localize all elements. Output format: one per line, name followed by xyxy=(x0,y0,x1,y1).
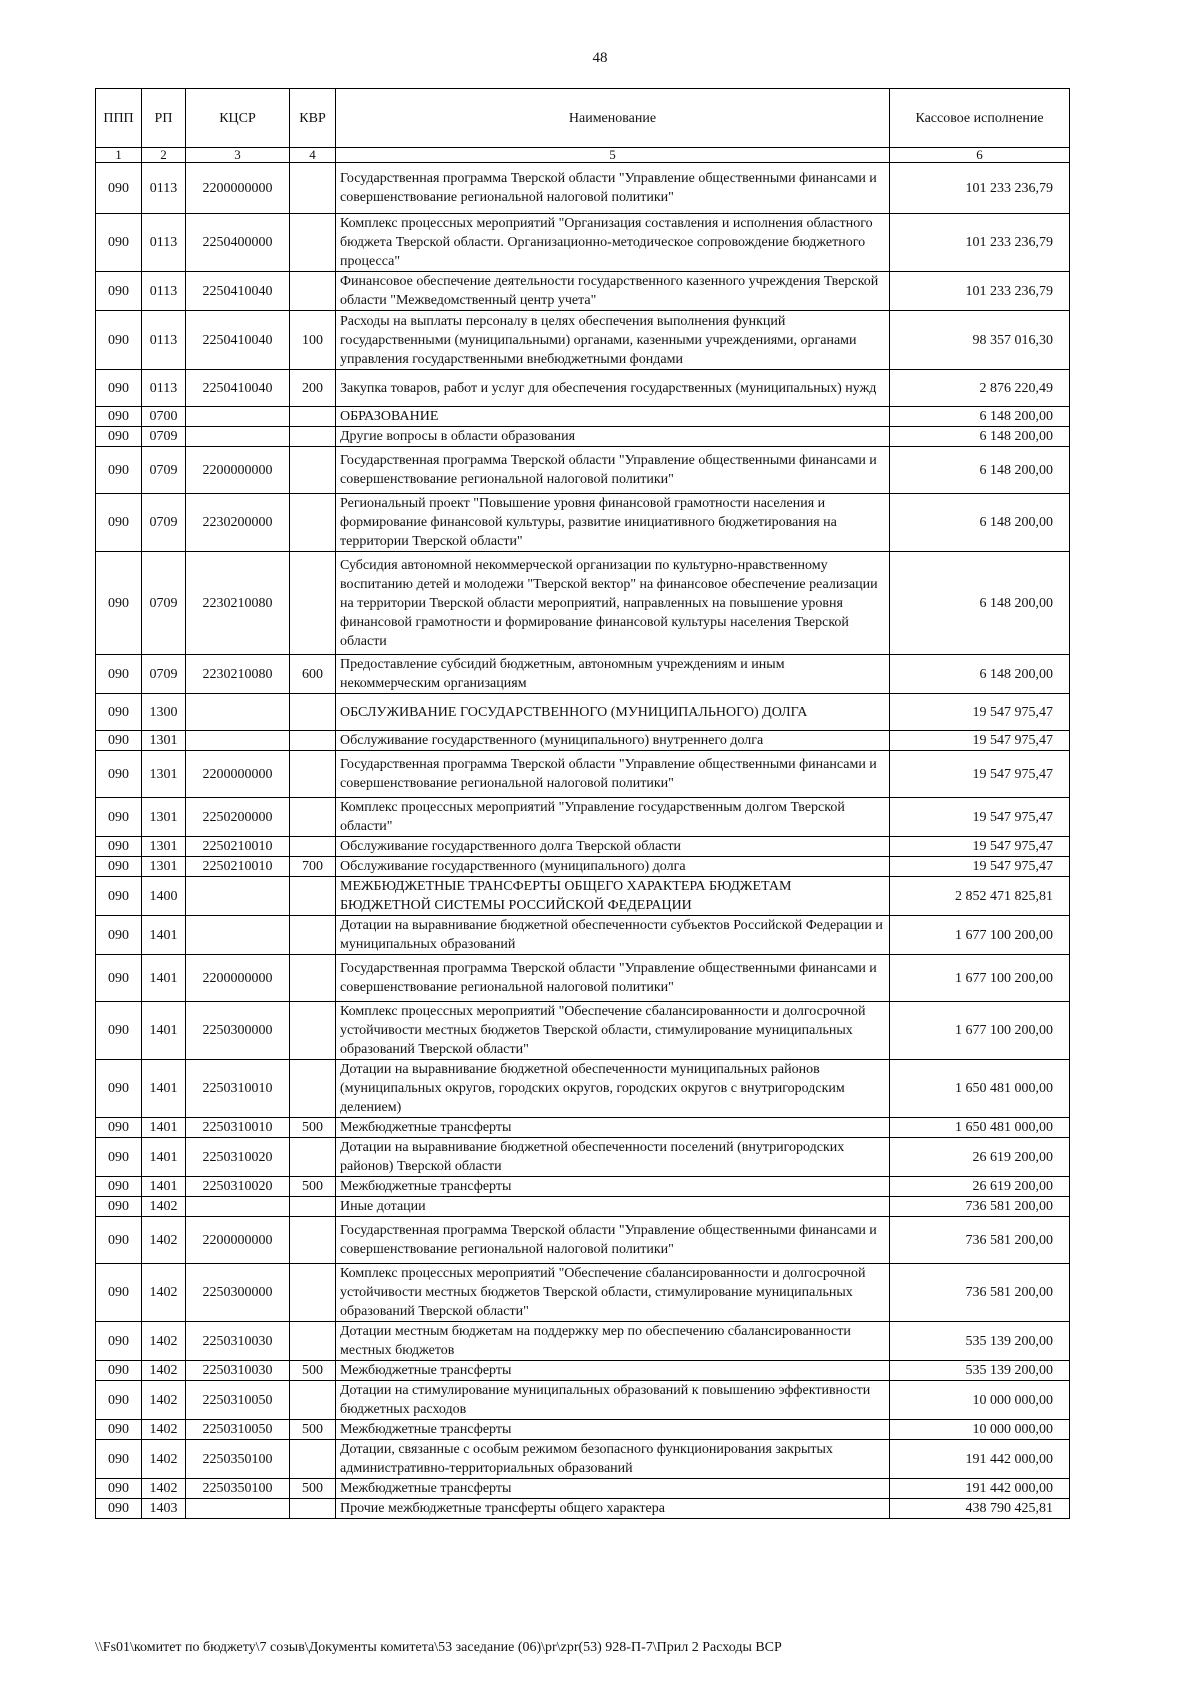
row-amount: 1 677 100 200,00 xyxy=(890,916,1070,955)
row-name: Государственная программа Тверской области "Управление общественными финансами и совершенствование региональной налоговой политики" xyxy=(336,163,890,214)
header-amount: Кассовое исполнение xyxy=(890,89,1070,148)
row-rp: 0709 xyxy=(142,427,186,447)
row-rp: 1401 xyxy=(142,1118,186,1138)
header-kcsr: КЦСР xyxy=(186,89,290,148)
header-rp: РП xyxy=(142,89,186,148)
table-row xyxy=(96,1499,1070,1519)
row-kcsr: 2250300000 xyxy=(186,1264,290,1322)
row-kcsr: 2250310050 xyxy=(186,1420,290,1440)
header-row xyxy=(96,89,1070,148)
row-kcsr xyxy=(186,1197,290,1217)
row-amount: 6 148 200,00 xyxy=(890,427,1070,447)
row-rp: 0113 xyxy=(142,311,186,370)
row-kcsr xyxy=(186,877,290,916)
row-name: Расходы на выплаты персоналу в целях обеспечения выполнения функций государственными (муниципальными) органами, казенными учреждениями, органами управления государственными внебюджетными фондами xyxy=(336,311,890,370)
row-rp: 1402 xyxy=(142,1381,186,1420)
row-kvr xyxy=(290,798,336,837)
row-name: Межбюджетные трансферты xyxy=(336,1479,890,1499)
row-name: Прочие межбюджетные трансферты общего характера xyxy=(336,1499,890,1519)
table-row xyxy=(96,731,1070,751)
row-kcsr: 2250400000 xyxy=(186,214,290,272)
table-row xyxy=(96,272,1070,311)
row-ppp: 090 xyxy=(96,1420,142,1440)
row-amount: 736 581 200,00 xyxy=(890,1264,1070,1322)
row-kvr xyxy=(290,214,336,272)
row-ppp: 090 xyxy=(96,751,142,798)
row-kvr: 700 xyxy=(290,857,336,877)
row-amount: 10 000 000,00 xyxy=(890,1420,1070,1440)
row-ppp: 090 xyxy=(96,494,142,552)
row-kvr xyxy=(290,1322,336,1361)
row-ppp: 090 xyxy=(96,1440,142,1479)
row-kcsr: 2250210010 xyxy=(186,837,290,857)
row-amount: 26 619 200,00 xyxy=(890,1138,1070,1177)
column-index: 5 xyxy=(336,148,890,163)
row-rp: 1402 xyxy=(142,1264,186,1322)
table-row xyxy=(96,1177,1070,1197)
row-kvr xyxy=(290,751,336,798)
row-amount: 535 139 200,00 xyxy=(890,1322,1070,1361)
row-rp: 1402 xyxy=(142,1440,186,1479)
column-index: 4 xyxy=(290,148,336,163)
table-row xyxy=(96,1479,1070,1499)
row-name: Обслуживание государственного (муниципального) внутреннего долга xyxy=(336,731,890,751)
row-ppp: 090 xyxy=(96,1197,142,1217)
row-kvr: 500 xyxy=(290,1361,336,1381)
row-rp: 1400 xyxy=(142,877,186,916)
row-ppp: 090 xyxy=(96,1118,142,1138)
row-name: ОБСЛУЖИВАНИЕ ГОСУДАРСТВЕННОГО (МУНИЦИПАЛЬНОГО) ДОЛГА xyxy=(336,694,890,731)
column-index: 3 xyxy=(186,148,290,163)
row-kcsr: 2250310010 xyxy=(186,1118,290,1138)
row-amount: 736 581 200,00 xyxy=(890,1217,1070,1264)
row-amount: 101 233 236,79 xyxy=(890,272,1070,311)
row-kcsr: 2230210080 xyxy=(186,655,290,694)
row-ppp: 090 xyxy=(96,916,142,955)
row-kcsr: 2250310050 xyxy=(186,1381,290,1420)
row-amount: 2 876 220,49 xyxy=(890,370,1070,407)
row-rp: 0709 xyxy=(142,552,186,655)
row-name: Закупка товаров, работ и услуг для обеспечения государственных (муниципальных) нужд xyxy=(336,370,890,407)
row-rp: 1401 xyxy=(142,1177,186,1197)
row-name: Дотации на стимулирование муниципальных образований к повышению эффективности бюджетных расходов xyxy=(336,1381,890,1420)
table-row xyxy=(96,1002,1070,1060)
row-kvr xyxy=(290,163,336,214)
row-name: Межбюджетные трансферты xyxy=(336,1118,890,1138)
table-row xyxy=(96,427,1070,447)
row-kcsr xyxy=(186,916,290,955)
row-ppp: 090 xyxy=(96,447,142,494)
row-kvr xyxy=(290,1197,336,1217)
row-ppp: 090 xyxy=(96,1381,142,1420)
page-number: 48 xyxy=(592,50,608,66)
table-row xyxy=(96,798,1070,837)
row-name: Государственная программа Тверской области "Управление общественными финансами и совершенствование региональной налоговой политики" xyxy=(336,751,890,798)
row-rp: 1300 xyxy=(142,694,186,731)
table-row xyxy=(96,1361,1070,1381)
row-name: Иные дотации xyxy=(336,1197,890,1217)
row-kcsr: 2250310020 xyxy=(186,1177,290,1197)
row-kvr xyxy=(290,552,336,655)
row-name: Обслуживание государственного (муниципального) долга xyxy=(336,857,890,877)
table-row xyxy=(96,1118,1070,1138)
row-ppp: 090 xyxy=(96,1217,142,1264)
table-row xyxy=(96,1264,1070,1322)
row-kcsr xyxy=(186,407,290,427)
row-amount: 101 233 236,79 xyxy=(890,163,1070,214)
row-kcsr xyxy=(186,1499,290,1519)
column-index: 1 xyxy=(96,148,142,163)
row-ppp: 090 xyxy=(96,857,142,877)
row-name: Комплекс процессных мероприятий "Обеспечение сбалансированности и долгосрочной устойчивости местных бюджетов Тверской области, стимулирование муниципальных образований Тверской области" xyxy=(336,1002,890,1060)
row-kcsr: 2230210080 xyxy=(186,552,290,655)
row-kvr xyxy=(290,877,336,916)
row-name: Дотации на выравнивание бюджетной обеспеченности муниципальных районов (муниципальных округов, городских округов, городских округов с внутригородским делением) xyxy=(336,1060,890,1118)
row-kvr xyxy=(290,1138,336,1177)
table-row xyxy=(96,311,1070,370)
row-kcsr xyxy=(186,694,290,731)
row-kcsr: 2200000000 xyxy=(186,1217,290,1264)
row-name: Дотации местным бюджетам на поддержку мер по обеспечению сбалансированности местных бюджетов xyxy=(336,1322,890,1361)
row-amount: 19 547 975,47 xyxy=(890,837,1070,857)
row-rp: 0700 xyxy=(142,407,186,427)
row-name: Обслуживание государственного долга Тверской области xyxy=(336,837,890,857)
row-rp: 1402 xyxy=(142,1322,186,1361)
row-ppp: 090 xyxy=(96,1322,142,1361)
row-ppp: 090 xyxy=(96,163,142,214)
row-name: Предоставление субсидий бюджетным, автономным учреждениям и иным некоммерческим организациям xyxy=(336,655,890,694)
row-kcsr xyxy=(186,427,290,447)
row-rp: 1401 xyxy=(142,916,186,955)
row-amount: 19 547 975,47 xyxy=(890,857,1070,877)
row-name: Дотации на выравнивание бюджетной обеспеченности субъектов Российской Федерации и муниципальных образований xyxy=(336,916,890,955)
table-row xyxy=(96,751,1070,798)
row-rp: 1301 xyxy=(142,731,186,751)
row-kcsr: 2200000000 xyxy=(186,751,290,798)
row-amount: 1 677 100 200,00 xyxy=(890,955,1070,1002)
row-rp: 1402 xyxy=(142,1197,186,1217)
row-amount: 19 547 975,47 xyxy=(890,798,1070,837)
table-row xyxy=(96,370,1070,407)
row-ppp: 090 xyxy=(96,214,142,272)
row-kvr: 600 xyxy=(290,655,336,694)
table-row xyxy=(96,407,1070,427)
row-kcsr: 2200000000 xyxy=(186,447,290,494)
row-rp: 1402 xyxy=(142,1479,186,1499)
header-name: Наименование xyxy=(336,89,890,148)
row-kcsr: 2250310020 xyxy=(186,1138,290,1177)
row-amount: 19 547 975,47 xyxy=(890,751,1070,798)
row-kcsr: 2250200000 xyxy=(186,798,290,837)
row-kvr: 500 xyxy=(290,1118,336,1138)
row-rp: 0709 xyxy=(142,494,186,552)
row-ppp: 090 xyxy=(96,370,142,407)
row-amount: 438 790 425,81 xyxy=(890,1499,1070,1519)
row-name: ОБРАЗОВАНИЕ xyxy=(336,407,890,427)
header-kvr: КВР xyxy=(290,89,336,148)
table-row xyxy=(96,1138,1070,1177)
row-rp: 0113 xyxy=(142,272,186,311)
row-kvr xyxy=(290,407,336,427)
row-amount: 19 547 975,47 xyxy=(890,694,1070,731)
row-ppp: 090 xyxy=(96,311,142,370)
row-amount: 191 442 000,00 xyxy=(890,1479,1070,1499)
row-name: Финансовое обеспечение деятельности государственного казенного учреждения Тверской области "Межведомственный центр учета" xyxy=(336,272,890,311)
row-name: Комплекс процессных мероприятий "Организация составления и исполнения областного бюджета Тверской области. Организационно-методическое сопровождение бюджетного процесса" xyxy=(336,214,890,272)
row-amount: 19 547 975,47 xyxy=(890,731,1070,751)
table-row xyxy=(96,694,1070,731)
row-kcsr: 2250410040 xyxy=(186,311,290,370)
row-ppp: 090 xyxy=(96,1479,142,1499)
row-kcsr: 2250210010 xyxy=(186,857,290,877)
table-row xyxy=(96,857,1070,877)
row-amount: 6 148 200,00 xyxy=(890,655,1070,694)
row-rp: 1402 xyxy=(142,1420,186,1440)
row-rp: 1402 xyxy=(142,1361,186,1381)
budget-table xyxy=(95,88,1070,1519)
table-row xyxy=(96,1381,1070,1420)
row-kcsr: 2250350100 xyxy=(186,1440,290,1479)
row-ppp: 090 xyxy=(96,837,142,857)
row-kvr: 500 xyxy=(290,1479,336,1499)
row-name: Межбюджетные трансферты xyxy=(336,1177,890,1197)
row-ppp: 090 xyxy=(96,407,142,427)
row-rp: 1301 xyxy=(142,798,186,837)
row-rp: 1301 xyxy=(142,751,186,798)
row-ppp: 090 xyxy=(96,1138,142,1177)
row-amount: 101 233 236,79 xyxy=(890,214,1070,272)
table-row xyxy=(96,877,1070,916)
column-index-row xyxy=(96,148,1070,163)
row-amount: 26 619 200,00 xyxy=(890,1177,1070,1197)
row-rp: 0113 xyxy=(142,370,186,407)
row-kvr xyxy=(290,1440,336,1479)
row-kvr: 500 xyxy=(290,1420,336,1440)
row-ppp: 090 xyxy=(96,272,142,311)
row-kvr xyxy=(290,1381,336,1420)
row-kvr xyxy=(290,1499,336,1519)
row-amount: 1 650 481 000,00 xyxy=(890,1118,1070,1138)
row-kcsr: 2230200000 xyxy=(186,494,290,552)
row-name: Комплекс процессных мероприятий "Обеспечение сбалансированности и долгосрочной устойчивости местных бюджетов Тверской области, стимулирование муниципальных образований Тверской области" xyxy=(336,1264,890,1322)
row-ppp: 090 xyxy=(96,1499,142,1519)
row-rp: 1402 xyxy=(142,1217,186,1264)
row-amount: 535 139 200,00 xyxy=(890,1361,1070,1381)
row-name: МЕЖБЮДЖЕТНЫЕ ТРАНСФЕРТЫ ОБЩЕГО ХАРАКТЕРА БЮДЖЕТАМ БЮДЖЕТНОЙ СИСТЕМЫ РОССИЙСКОЙ ФЕДЕРАЦИИ xyxy=(336,877,890,916)
row-kvr xyxy=(290,427,336,447)
row-name: Другие вопросы в области образования xyxy=(336,427,890,447)
row-rp: 0113 xyxy=(142,214,186,272)
row-name: Государственная программа Тверской области "Управление общественными финансами и совершенствование региональной налоговой политики" xyxy=(336,1217,890,1264)
table-row xyxy=(96,552,1070,655)
row-amount: 6 148 200,00 xyxy=(890,494,1070,552)
row-rp: 1401 xyxy=(142,1060,186,1118)
row-kvr xyxy=(290,1264,336,1322)
row-rp: 1301 xyxy=(142,837,186,857)
row-ppp: 090 xyxy=(96,552,142,655)
row-rp: 1301 xyxy=(142,857,186,877)
row-rp: 0709 xyxy=(142,655,186,694)
table-row xyxy=(96,1440,1070,1479)
row-name: Межбюджетные трансферты xyxy=(336,1420,890,1440)
row-kvr xyxy=(290,447,336,494)
row-ppp: 090 xyxy=(96,877,142,916)
row-amount: 1 650 481 000,00 xyxy=(890,1060,1070,1118)
row-kvr xyxy=(290,494,336,552)
row-kvr: 200 xyxy=(290,370,336,407)
footer-file-path: \\Fs01\комитет по бюджету\7 созыв\Документы комитета\53 заседание (06)\pr\zpr(53) 928-П-7\Прил 2 Расходы ВСР xyxy=(95,1640,782,1655)
row-ppp: 090 xyxy=(96,1361,142,1381)
row-name: Дотации на выравнивание бюджетной обеспеченности поселений (внутригородских районов) Тверской области xyxy=(336,1138,890,1177)
row-amount: 191 442 000,00 xyxy=(890,1440,1070,1479)
header-ppp: ППП xyxy=(96,89,142,148)
table-row xyxy=(96,1060,1070,1118)
table-row xyxy=(96,163,1070,214)
row-amount: 6 148 200,00 xyxy=(890,447,1070,494)
row-kcsr: 2200000000 xyxy=(186,163,290,214)
row-name: Дотации, связанные с особым режимом безопасного функционирования закрытых административно-территориальных образований xyxy=(336,1440,890,1479)
row-ppp: 090 xyxy=(96,427,142,447)
table-row xyxy=(96,655,1070,694)
row-rp: 1401 xyxy=(142,1002,186,1060)
table-row xyxy=(96,1197,1070,1217)
row-amount: 736 581 200,00 xyxy=(890,1197,1070,1217)
row-kcsr: 2250310010 xyxy=(186,1060,290,1118)
row-kcsr: 2200000000 xyxy=(186,955,290,1002)
row-ppp: 090 xyxy=(96,731,142,751)
row-kvr xyxy=(290,1217,336,1264)
table-row xyxy=(96,1420,1070,1440)
row-name: Государственная программа Тверской области "Управление общественными финансами и совершенствование региональной налоговой политики" xyxy=(336,447,890,494)
table-row xyxy=(96,837,1070,857)
row-ppp: 090 xyxy=(96,798,142,837)
row-ppp: 090 xyxy=(96,1002,142,1060)
row-amount: 98 357 016,30 xyxy=(890,311,1070,370)
row-kvr: 100 xyxy=(290,311,336,370)
row-amount: 2 852 471 825,81 xyxy=(890,877,1070,916)
row-kvr xyxy=(290,731,336,751)
row-kcsr: 2250410040 xyxy=(186,370,290,407)
row-ppp: 090 xyxy=(96,655,142,694)
table-row xyxy=(96,214,1070,272)
table-row xyxy=(96,916,1070,955)
row-amount: 6 148 200,00 xyxy=(890,552,1070,655)
row-kcsr: 2250410040 xyxy=(186,272,290,311)
row-kcsr: 2250310030 xyxy=(186,1322,290,1361)
row-amount: 1 677 100 200,00 xyxy=(890,1002,1070,1060)
row-kvr xyxy=(290,837,336,857)
row-name: Региональный проект "Повышение уровня финансовой грамотности населения и формирование финансовой культуры, развитие инициативного бюджетирования на территории Тверской области" xyxy=(336,494,890,552)
row-rp: 1403 xyxy=(142,1499,186,1519)
table-row xyxy=(96,1322,1070,1361)
row-rp: 0113 xyxy=(142,163,186,214)
row-kvr xyxy=(290,1060,336,1118)
row-amount: 6 148 200,00 xyxy=(890,407,1070,427)
row-kvr xyxy=(290,1002,336,1060)
row-ppp: 090 xyxy=(96,1264,142,1322)
row-name: Государственная программа Тверской области "Управление общественными финансами и совершенствование региональной налоговой политики" xyxy=(336,955,890,1002)
row-ppp: 090 xyxy=(96,694,142,731)
row-kcsr: 2250350100 xyxy=(186,1479,290,1499)
table-row xyxy=(96,955,1070,1002)
table-row xyxy=(96,447,1070,494)
row-ppp: 090 xyxy=(96,1177,142,1197)
row-name: Субсидия автономной некоммерческой организации по культурно-нравственному воспитанию детей и молодежи "Тверской вектор" на финансовое обеспечение реализации на территории Тверской области мероприятий, направленных на повышение уровня финансовой грамотности и формирование финансовой культуры населения Тверской области xyxy=(336,552,890,655)
row-rp: 1401 xyxy=(142,955,186,1002)
row-kvr: 500 xyxy=(290,1177,336,1197)
column-index: 2 xyxy=(142,148,186,163)
row-name: Межбюджетные трансферты xyxy=(336,1361,890,1381)
row-amount: 10 000 000,00 xyxy=(890,1381,1070,1420)
table-row xyxy=(96,1217,1070,1264)
row-kcsr: 2250300000 xyxy=(186,1002,290,1060)
row-kvr xyxy=(290,955,336,1002)
row-kvr xyxy=(290,272,336,311)
row-ppp: 090 xyxy=(96,1060,142,1118)
table-row xyxy=(96,494,1070,552)
row-ppp: 090 xyxy=(96,955,142,1002)
row-kvr xyxy=(290,694,336,731)
row-kvr xyxy=(290,916,336,955)
column-index: 6 xyxy=(890,148,1070,163)
row-rp: 1401 xyxy=(142,1138,186,1177)
row-kcsr xyxy=(186,731,290,751)
row-name: Комплекс процессных мероприятий "Управление государственным долгом Тверской области" xyxy=(336,798,890,837)
row-kcsr: 2250310030 xyxy=(186,1361,290,1381)
row-rp: 0709 xyxy=(142,447,186,494)
